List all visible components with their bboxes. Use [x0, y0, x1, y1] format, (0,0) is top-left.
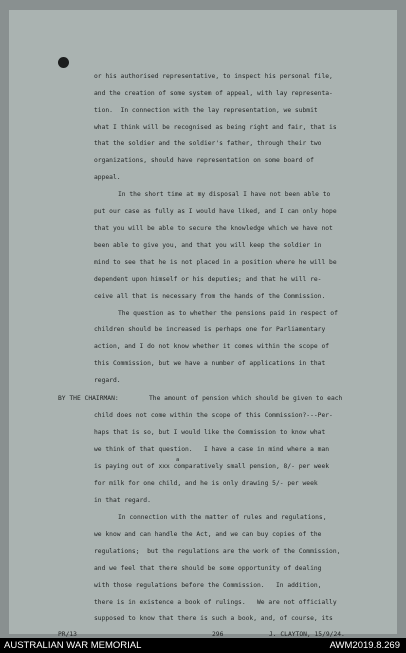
text-line: we think of that question. I have a case in mind where a man — [94, 446, 330, 453]
text-line: and we feel that there should be some opportunity of dealing — [94, 565, 322, 572]
text-line: regulations; but the regulations are the work of the Commission, — [94, 548, 341, 555]
text-line: appeal. — [94, 174, 121, 181]
text-line: dependent upon himself or his deputies; and that he will re- — [94, 276, 322, 283]
document-page — [9, 10, 397, 638]
text-line: in that regard. — [94, 497, 151, 504]
document-text — [9, 10, 397, 638]
text-line: what I think will be recognised as being right and fair, that is — [94, 124, 337, 131]
text-line: and the creation of some system of appeal, with lay representa- — [94, 90, 333, 97]
text-line: that the soldier and the soldier's father, through their two — [94, 140, 322, 147]
text-line: for milk for one child, and he is only drawing 5/- per week — [94, 480, 318, 487]
text-line: tion. In connection with the lay representation, we submit — [94, 107, 318, 114]
text-line: put our case as fully as I would have liked, and I can only hope — [94, 208, 337, 215]
text-line: mind to see that he is not placed in a position where he will be — [94, 259, 337, 266]
text-line: organizations, should have representation on some board of — [94, 157, 314, 164]
text-line: there is in existence a book of rulings. We are not officially — [94, 599, 337, 606]
text-line: In connection with the matter of rules and regulations, — [118, 514, 327, 521]
text-line: haps that is so, but I would like the Commission to know what — [94, 429, 326, 436]
text-line: this Commission, but we have a number of applications in that — [94, 360, 326, 367]
text-line: is paying out of xxx comparatively small pension, 8/- per week — [94, 463, 330, 470]
text-line: that you will be able to secure the knowledge which we have not — [94, 225, 333, 232]
text-line: regard. — [94, 377, 121, 384]
text-line: children should be increased is perhaps one for Parliamentary — [94, 326, 326, 333]
text-line: ceive all that is necessary from the hands of the Commission. — [94, 293, 326, 300]
text-line: been able to give you, and that you will keep the soldier in — [94, 242, 322, 249]
text-line: In the short time at my disposal I have not been able to — [118, 191, 331, 198]
text-line: or his authorised representative, to inspect his personal file, — [94, 73, 333, 80]
text-line: child does not come within the scope of this Commission?---Per- — [94, 412, 333, 419]
insertion-mark: a — [176, 457, 180, 463]
speaker-label: BY THE CHAIRMAN: — [58, 395, 119, 402]
archive-footer-bar — [0, 638, 406, 653]
page-footer-left: PR/13 — [58, 631, 77, 638]
text-line: we know and can handle the Act, and we can buy copies of the — [94, 531, 322, 538]
archive-reference: AWM2019.8.269 — [329, 640, 400, 651]
page-number: 296 — [212, 631, 224, 638]
text-line: with those regulations before the Commission. In addition, — [94, 582, 322, 589]
text-line: The question as to whether the pensions paid in respect of — [118, 310, 338, 317]
page-footer-signature: J. CLAYTON, 15/9/24. — [269, 631, 345, 638]
text-line: supposed to know that there is such a book, and, of course, its — [94, 615, 333, 622]
text-line: The amount of pension which should be given to each — [149, 395, 343, 402]
archive-name: AUSTRALIAN WAR MEMORIAL — [4, 640, 142, 651]
text-line: action, and I do not know whether it comes within the scope of — [94, 343, 330, 350]
